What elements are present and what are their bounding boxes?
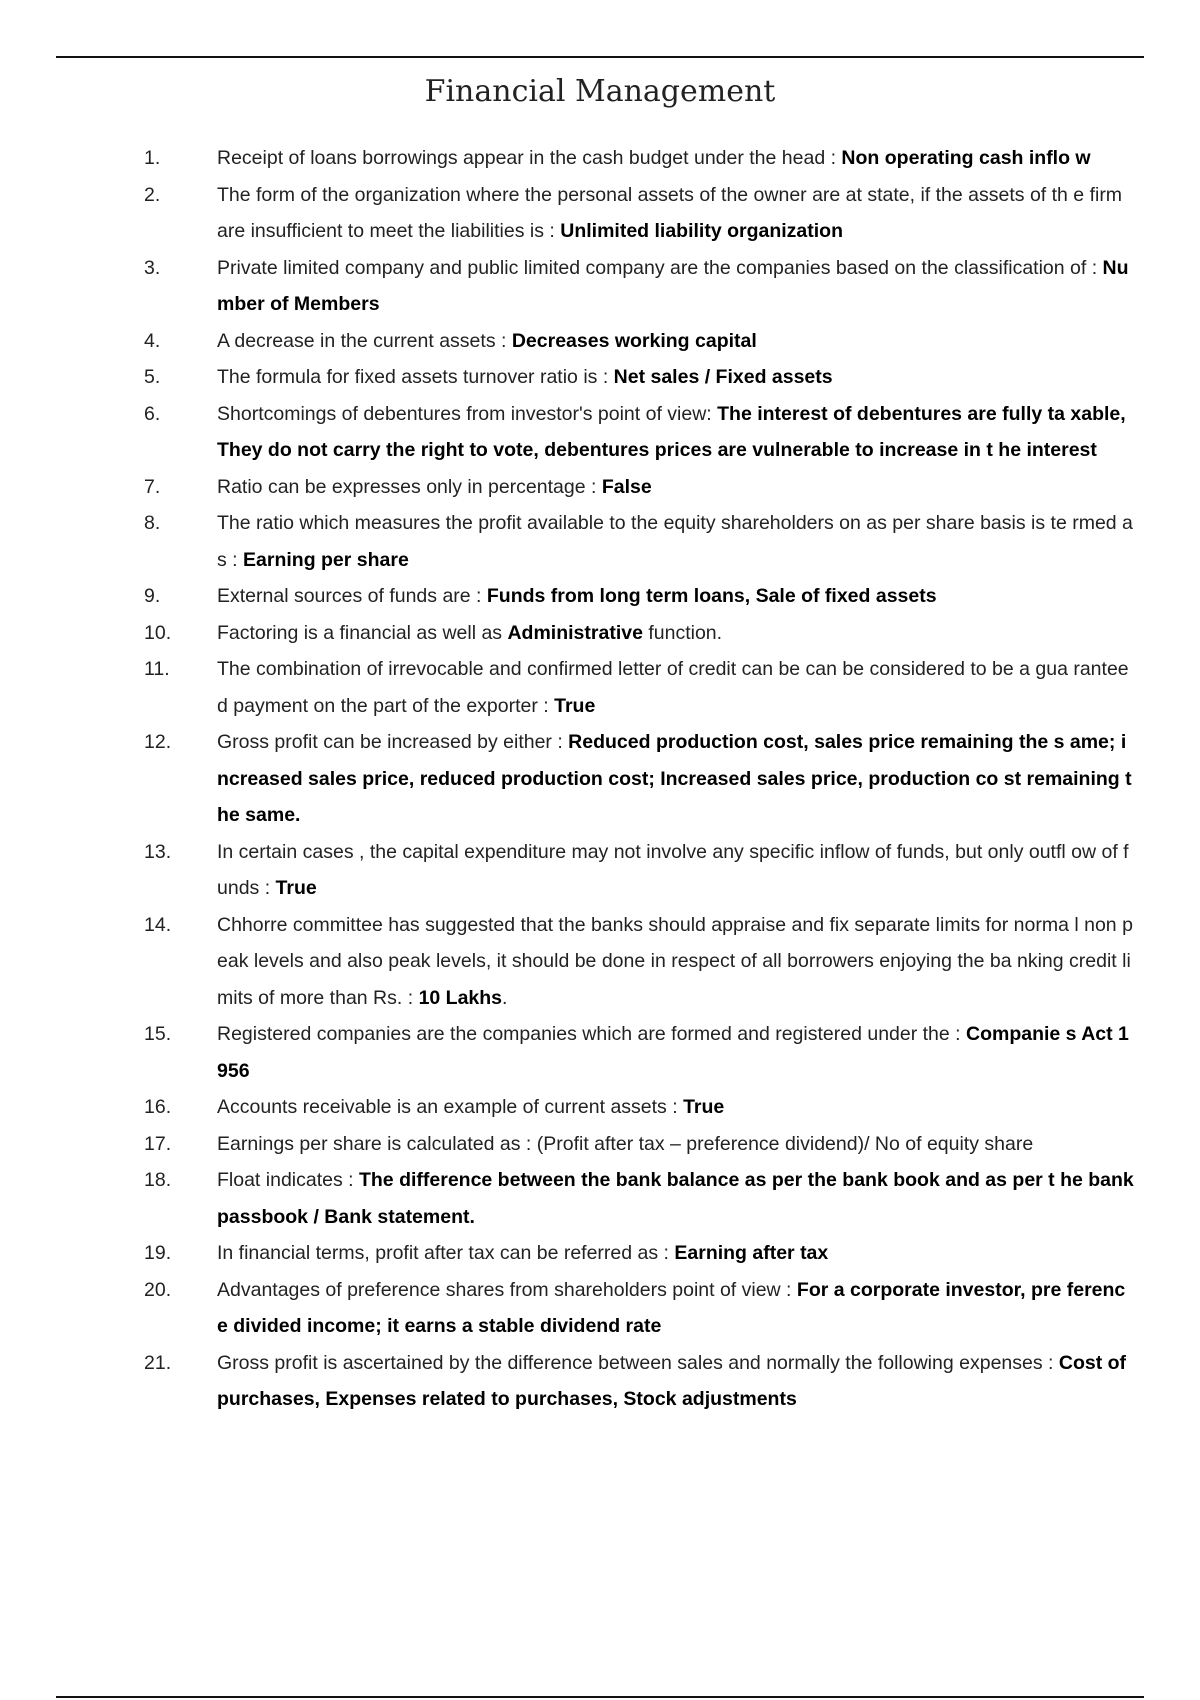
- list-item: [144, 1089, 1134, 1126]
- item-text: [217, 469, 1134, 506]
- item-number: 4.: [144, 329, 161, 352]
- item-text: [217, 1235, 1134, 1272]
- item-answer: Administrative: [507, 621, 643, 644]
- list-item: [144, 396, 1134, 469]
- item-question: External sources of funds are :: [217, 585, 487, 607]
- item-text: [217, 1272, 1134, 1345]
- list-item: [144, 1345, 1134, 1418]
- item-question: In financial terms, profit after tax can be referred as :: [217, 1242, 675, 1264]
- item-answer: The difference between the bank balance as per the bank book and as per t he bank passbook / Bank statement.: [217, 1169, 1134, 1228]
- item-answer: Decreases working capital: [511, 329, 757, 352]
- item-text: [217, 1126, 1134, 1163]
- item-answer: Cost of purchases, Expenses related to purchases, Stock adjustments: [217, 1351, 1127, 1410]
- item-number: 5.: [144, 366, 161, 388]
- item-question: Shortcomings of debentures from investor's point of view:: [217, 402, 718, 425]
- list-item: [144, 1162, 1134, 1235]
- item-text: [217, 250, 1134, 323]
- item-text: [217, 505, 1134, 578]
- item-number: 18.: [144, 1169, 172, 1191]
- item-text: [217, 651, 1134, 724]
- item-number: 15.: [144, 1023, 172, 1045]
- item-question: The form of the organization where the personal assets of the owner are at state, if the assets of th e firm are insufficient to meet the liabilities is :: [217, 183, 1123, 242]
- item-text: [217, 578, 1134, 615]
- item-number: 12.: [144, 731, 172, 753]
- page-title: Financial Management: [424, 74, 776, 109]
- item-answer: Net sales / Fixed assets: [613, 366, 833, 388]
- list-item: [144, 907, 1134, 1017]
- item-number: 1.: [144, 147, 161, 169]
- list-item: [144, 140, 1134, 177]
- item-answer: False: [601, 475, 652, 498]
- top-rule: [56, 56, 1144, 58]
- item-number: 3.: [144, 256, 161, 279]
- item-number: 2.: [144, 183, 161, 206]
- list-item: [144, 651, 1134, 724]
- list-item: [144, 1235, 1134, 1272]
- item-question: Private limited company and public limited company are the companies based on the classification of :: [217, 256, 1103, 279]
- item-text: [217, 1162, 1134, 1235]
- list-item: [144, 578, 1134, 615]
- item-question: Advantages of preference shares from shareholders point of view :: [217, 1278, 797, 1301]
- list-item: [144, 724, 1134, 834]
- item-answer: Unlimited liability organization: [560, 220, 844, 242]
- item-question: The formula for fixed assets turnover ratio is :: [217, 366, 614, 388]
- item-text: [217, 140, 1134, 177]
- item-answer: Non operating cash inflo w: [841, 147, 1091, 169]
- item-text: [217, 1089, 1134, 1126]
- item-answer: 10 Lakhs: [418, 986, 503, 1009]
- list-item: [144, 505, 1134, 578]
- item-text: [217, 359, 1134, 396]
- list-item: [144, 250, 1134, 323]
- list-item: [144, 1272, 1134, 1345]
- item-answer: Companie s Act 1956: [217, 1023, 1129, 1082]
- item-suffix: .: [502, 986, 508, 1009]
- item-text: [217, 834, 1134, 907]
- item-number: 10.: [144, 621, 172, 644]
- item-question: Gross profit can be increased by either :: [217, 731, 569, 753]
- list-item: [144, 1016, 1134, 1089]
- item-text: [217, 724, 1134, 834]
- item-question: Earnings per share is calculated as : (Profit after tax – preference dividend)/ No of equity share: [217, 1132, 1034, 1155]
- item-question: Float indicates :: [217, 1169, 359, 1191]
- question-list: [144, 140, 1134, 1418]
- item-answer: True: [554, 694, 596, 717]
- item-question: The ratio which measures the profit available to the equity shareholders on as per share basis is te rmed as :: [217, 512, 1133, 571]
- item-number: 6.: [144, 402, 161, 425]
- item-number: 17.: [144, 1132, 172, 1155]
- item-question: A decrease in the current assets :: [217, 329, 512, 352]
- item-number: 9.: [144, 585, 161, 607]
- list-item: [144, 359, 1134, 396]
- item-text: [217, 177, 1134, 250]
- list-item: [144, 1126, 1134, 1163]
- bottom-rule: [56, 1696, 1144, 1698]
- item-question: Registered companies are the companies which are formed and registered under the :: [217, 1023, 966, 1045]
- item-question: Receipt of loans borrowings appear in the cash budget under the head :: [217, 147, 842, 169]
- item-answer: Earning per share: [243, 548, 409, 571]
- item-suffix: function.: [642, 621, 723, 644]
- item-text: [217, 1345, 1134, 1418]
- item-text: [217, 396, 1134, 469]
- list-item: [144, 323, 1134, 360]
- item-text: [217, 615, 1134, 652]
- item-answer: Reduced production cost, sales price remaining the s ame; increased sales price, reduced production cost; Increased sales price, production co st remaining the same.: [217, 731, 1132, 826]
- item-number: 16.: [144, 1096, 172, 1118]
- list-item: [144, 615, 1134, 652]
- item-answer: True: [683, 1096, 725, 1118]
- item-text: [217, 1016, 1134, 1089]
- item-number: 14.: [144, 913, 172, 936]
- list-item: [144, 469, 1134, 506]
- item-number: 13.: [144, 840, 172, 863]
- item-number: 20.: [144, 1278, 172, 1301]
- item-answer: Funds from long term loans, Sale of fixed assets: [486, 585, 937, 607]
- item-answer: Number of Members: [217, 256, 1129, 315]
- item-question: Factoring is a financial as well as: [217, 621, 508, 644]
- item-question: The combination of irrevocable and confirmed letter of credit can be can be considered to be a gua ranteed payment on the part of the exporter :: [217, 658, 1129, 717]
- item-number: 21.: [144, 1351, 172, 1374]
- item-number: 19.: [144, 1242, 172, 1264]
- item-question: In certain cases , the capital expenditure may not involve any specific inflow of funds, but only outfl ow of funds :: [217, 840, 1129, 899]
- item-question: Gross profit is ascertained by the difference between sales and normally the following expenses :: [217, 1351, 1059, 1374]
- item-number: 11.: [144, 658, 170, 680]
- item-text: [217, 323, 1134, 360]
- item-number: 8.: [144, 512, 161, 534]
- item-answer: True: [275, 877, 317, 899]
- item-answer: The interest of debentures are fully ta xable, They do not carry the right to vote, debentures prices are vulnerable to increase in t he interest: [217, 402, 1126, 461]
- item-question: Accounts receivable is an example of current assets :: [217, 1096, 684, 1118]
- item-question: Ratio can be expresses only in percentage :: [217, 475, 602, 498]
- item-question: Chhorre committee has suggested that the banks should appraise and fix separate limits for norma l non peak levels and also peak levels, it should be done in respect of all borrowers enjoying the ba nking credit limits of more than Rs. :: [217, 913, 1133, 1009]
- list-item: [144, 834, 1134, 907]
- item-text: [217, 907, 1134, 1017]
- item-number: 7.: [144, 475, 161, 498]
- item-answer: Earning after tax: [674, 1242, 829, 1264]
- list-item: [144, 177, 1134, 250]
- item-answer: For a corporate investor, pre ference divided income; it earns a stable dividend rate: [217, 1278, 1126, 1337]
